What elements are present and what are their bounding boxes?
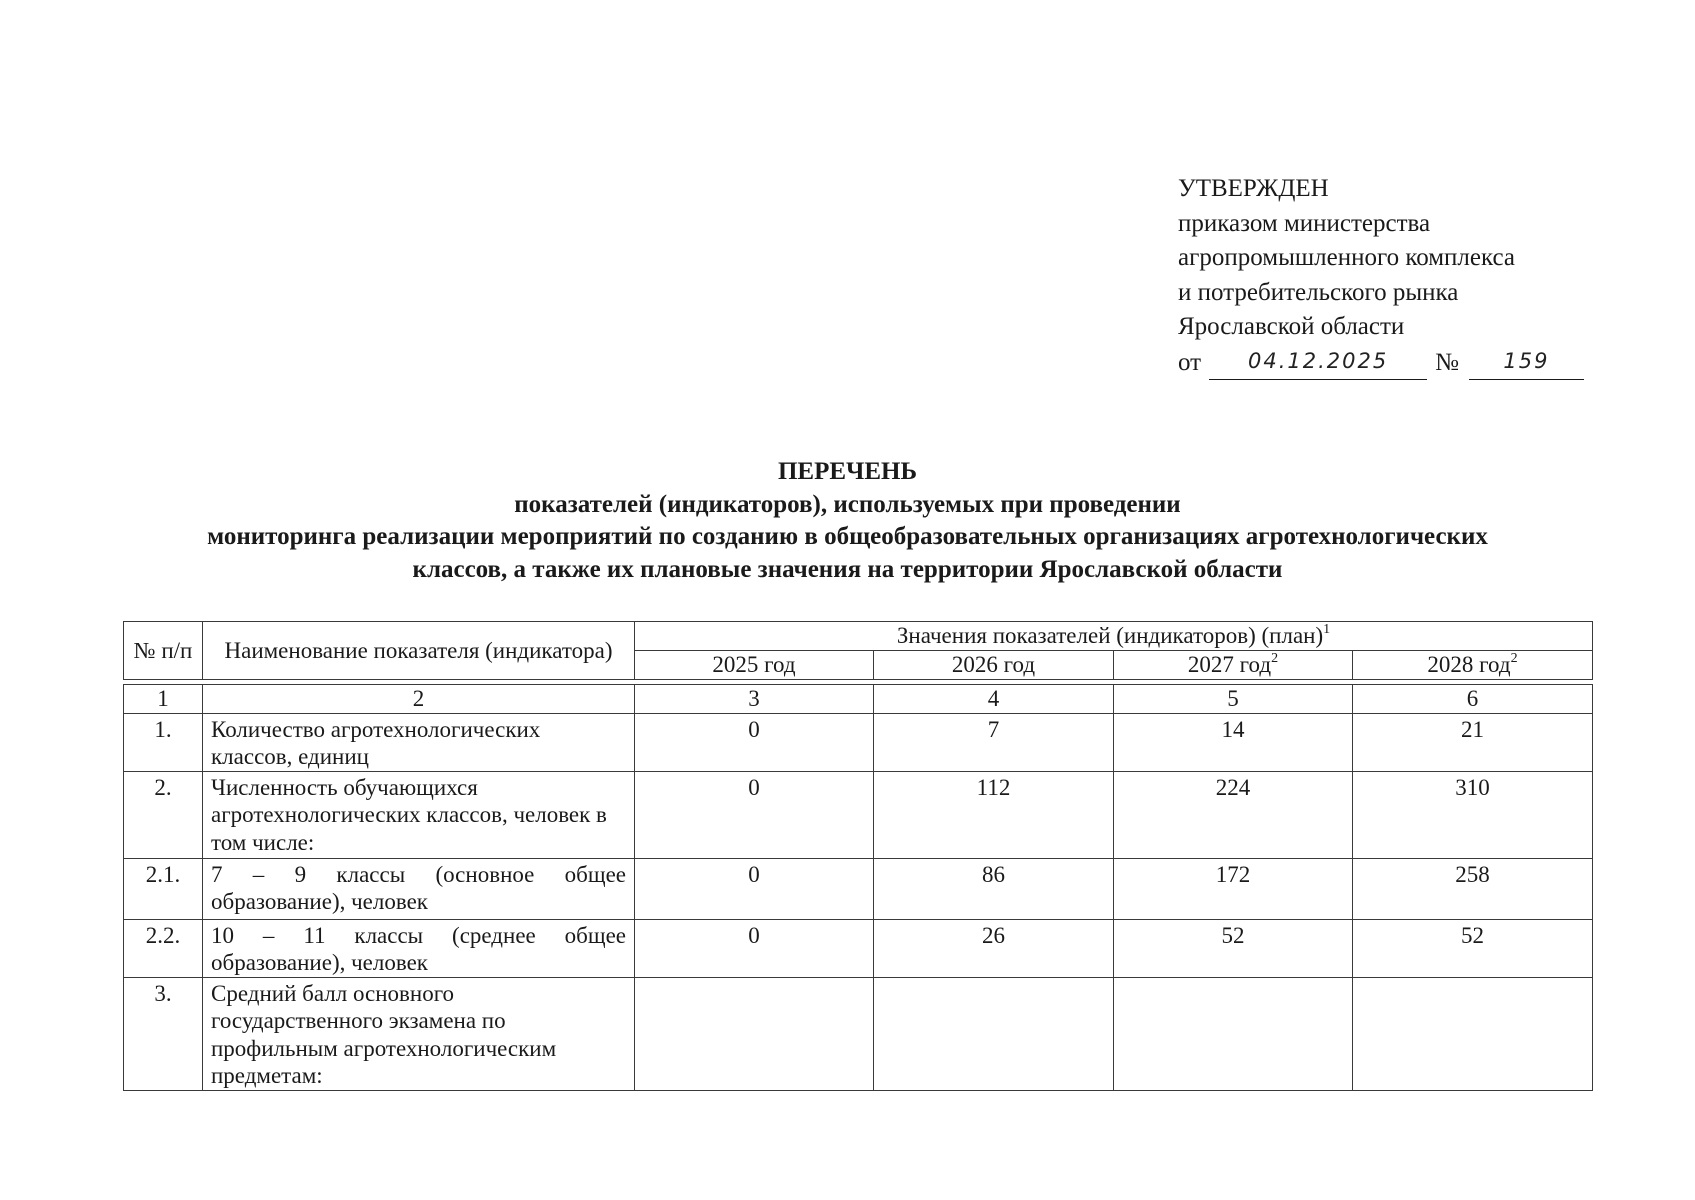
approval-line: и потребительского рынка — [1178, 278, 1459, 306]
row-value: 7 — [874, 713, 1114, 771]
approval-title: УТВЕРЖДЕН — [1178, 175, 1329, 202]
column-number: 3 — [635, 685, 874, 714]
date-prefix: от — [1178, 348, 1202, 376]
table-header-row — [124, 622, 1593, 651]
row-value: 21 — [1353, 713, 1593, 771]
header-num: № п/п — [124, 622, 203, 680]
heading-title: ПЕРЕЧЕНЬ — [777, 458, 918, 485]
row-value: 26 — [874, 919, 1114, 977]
footnote-mark: 2 — [1271, 650, 1279, 666]
header-year: 2025 год — [635, 651, 874, 680]
row-num: 2.2. — [124, 919, 203, 977]
row-value: 224 — [1114, 771, 1353, 858]
row-num: 2.1. — [124, 858, 203, 919]
footnote-mark: 2 — [1510, 650, 1518, 666]
heading-line: мониторинга реализации мероприятий по созданию в общеобразовательных организациях агротехнологических — [207, 523, 1488, 550]
column-number: 1 — [124, 685, 203, 714]
column-number: 5 — [1114, 685, 1353, 714]
number-field — [1469, 349, 1584, 380]
handwritten-date: 04.12.2025 — [1247, 348, 1389, 373]
row-value: 0 — [635, 919, 874, 977]
approval-line: Ярославской области — [1178, 313, 1405, 340]
row-value: 310 — [1353, 771, 1593, 858]
footnote-mark: 1 — [1323, 621, 1331, 637]
row-value — [1114, 977, 1353, 1090]
approval-block — [1178, 172, 1618, 380]
header-year: 2027 год$^2$ — [1114, 651, 1353, 680]
row-value — [635, 977, 874, 1090]
row-name: Численность обучающихся агротехнологических классов, человек в том числе: — [203, 771, 635, 858]
handwritten-number: 159 — [1503, 348, 1550, 373]
row-value: 52 — [1114, 919, 1353, 977]
table-row — [124, 771, 1593, 858]
table-row — [124, 858, 1593, 919]
row-value: 0 — [635, 713, 874, 771]
row-name: 10 – 11 классы (среднее общее образование), человек — [203, 919, 635, 977]
row-num: 1. — [124, 713, 203, 771]
header-values-group: Значения показателей (индикаторов) (план)$^1$ — [635, 622, 1593, 651]
indicators-table — [123, 621, 1593, 1091]
column-number: 6 — [1353, 685, 1593, 714]
row-value — [874, 977, 1114, 1090]
column-number: 4 — [874, 685, 1114, 714]
row-value: 112 — [874, 771, 1114, 858]
heading-line: показателей (индикаторов), используемых при проведении — [514, 490, 1181, 518]
header-name: Наименование показателя (индикатора) — [203, 622, 635, 680]
number-label: № — [1435, 348, 1459, 376]
row-value: 14 — [1114, 713, 1353, 771]
document-heading — [100, 456, 1595, 586]
row-value — [1353, 977, 1593, 1090]
row-name: 7 – 9 классы (основное общее образование), человек — [203, 858, 635, 919]
row-num: 3. — [124, 977, 203, 1090]
row-value: 0 — [635, 858, 874, 919]
header-year: 2028 год$^2$ — [1353, 651, 1593, 680]
approval-date-row — [1178, 346, 1618, 381]
row-value: 86 — [874, 858, 1114, 919]
column-numbers-row — [124, 685, 1593, 714]
table-row — [124, 713, 1593, 771]
row-name: Средний балл основного государственного экзамена по профильным агротехнологическим предметам: — [203, 977, 635, 1090]
heading-line: классов, а также их плановые значения на территории Ярославской области — [412, 555, 1283, 583]
header-year: 2026 год — [874, 651, 1114, 680]
table-row — [124, 919, 1593, 977]
row-value: 52 — [1353, 919, 1593, 977]
row-value: 0 — [635, 771, 874, 858]
column-number: 2 — [203, 685, 635, 714]
approval-line: приказом министерства — [1178, 209, 1431, 237]
row-value: 258 — [1353, 858, 1593, 919]
date-field — [1209, 349, 1427, 380]
approval-line: агропромышленного комплекса — [1178, 244, 1516, 271]
table-row — [124, 977, 1593, 1090]
row-value: 172 — [1114, 858, 1353, 919]
row-name: Количество агротехнологических классов, единиц — [203, 713, 635, 771]
row-num: 2. — [124, 771, 203, 858]
